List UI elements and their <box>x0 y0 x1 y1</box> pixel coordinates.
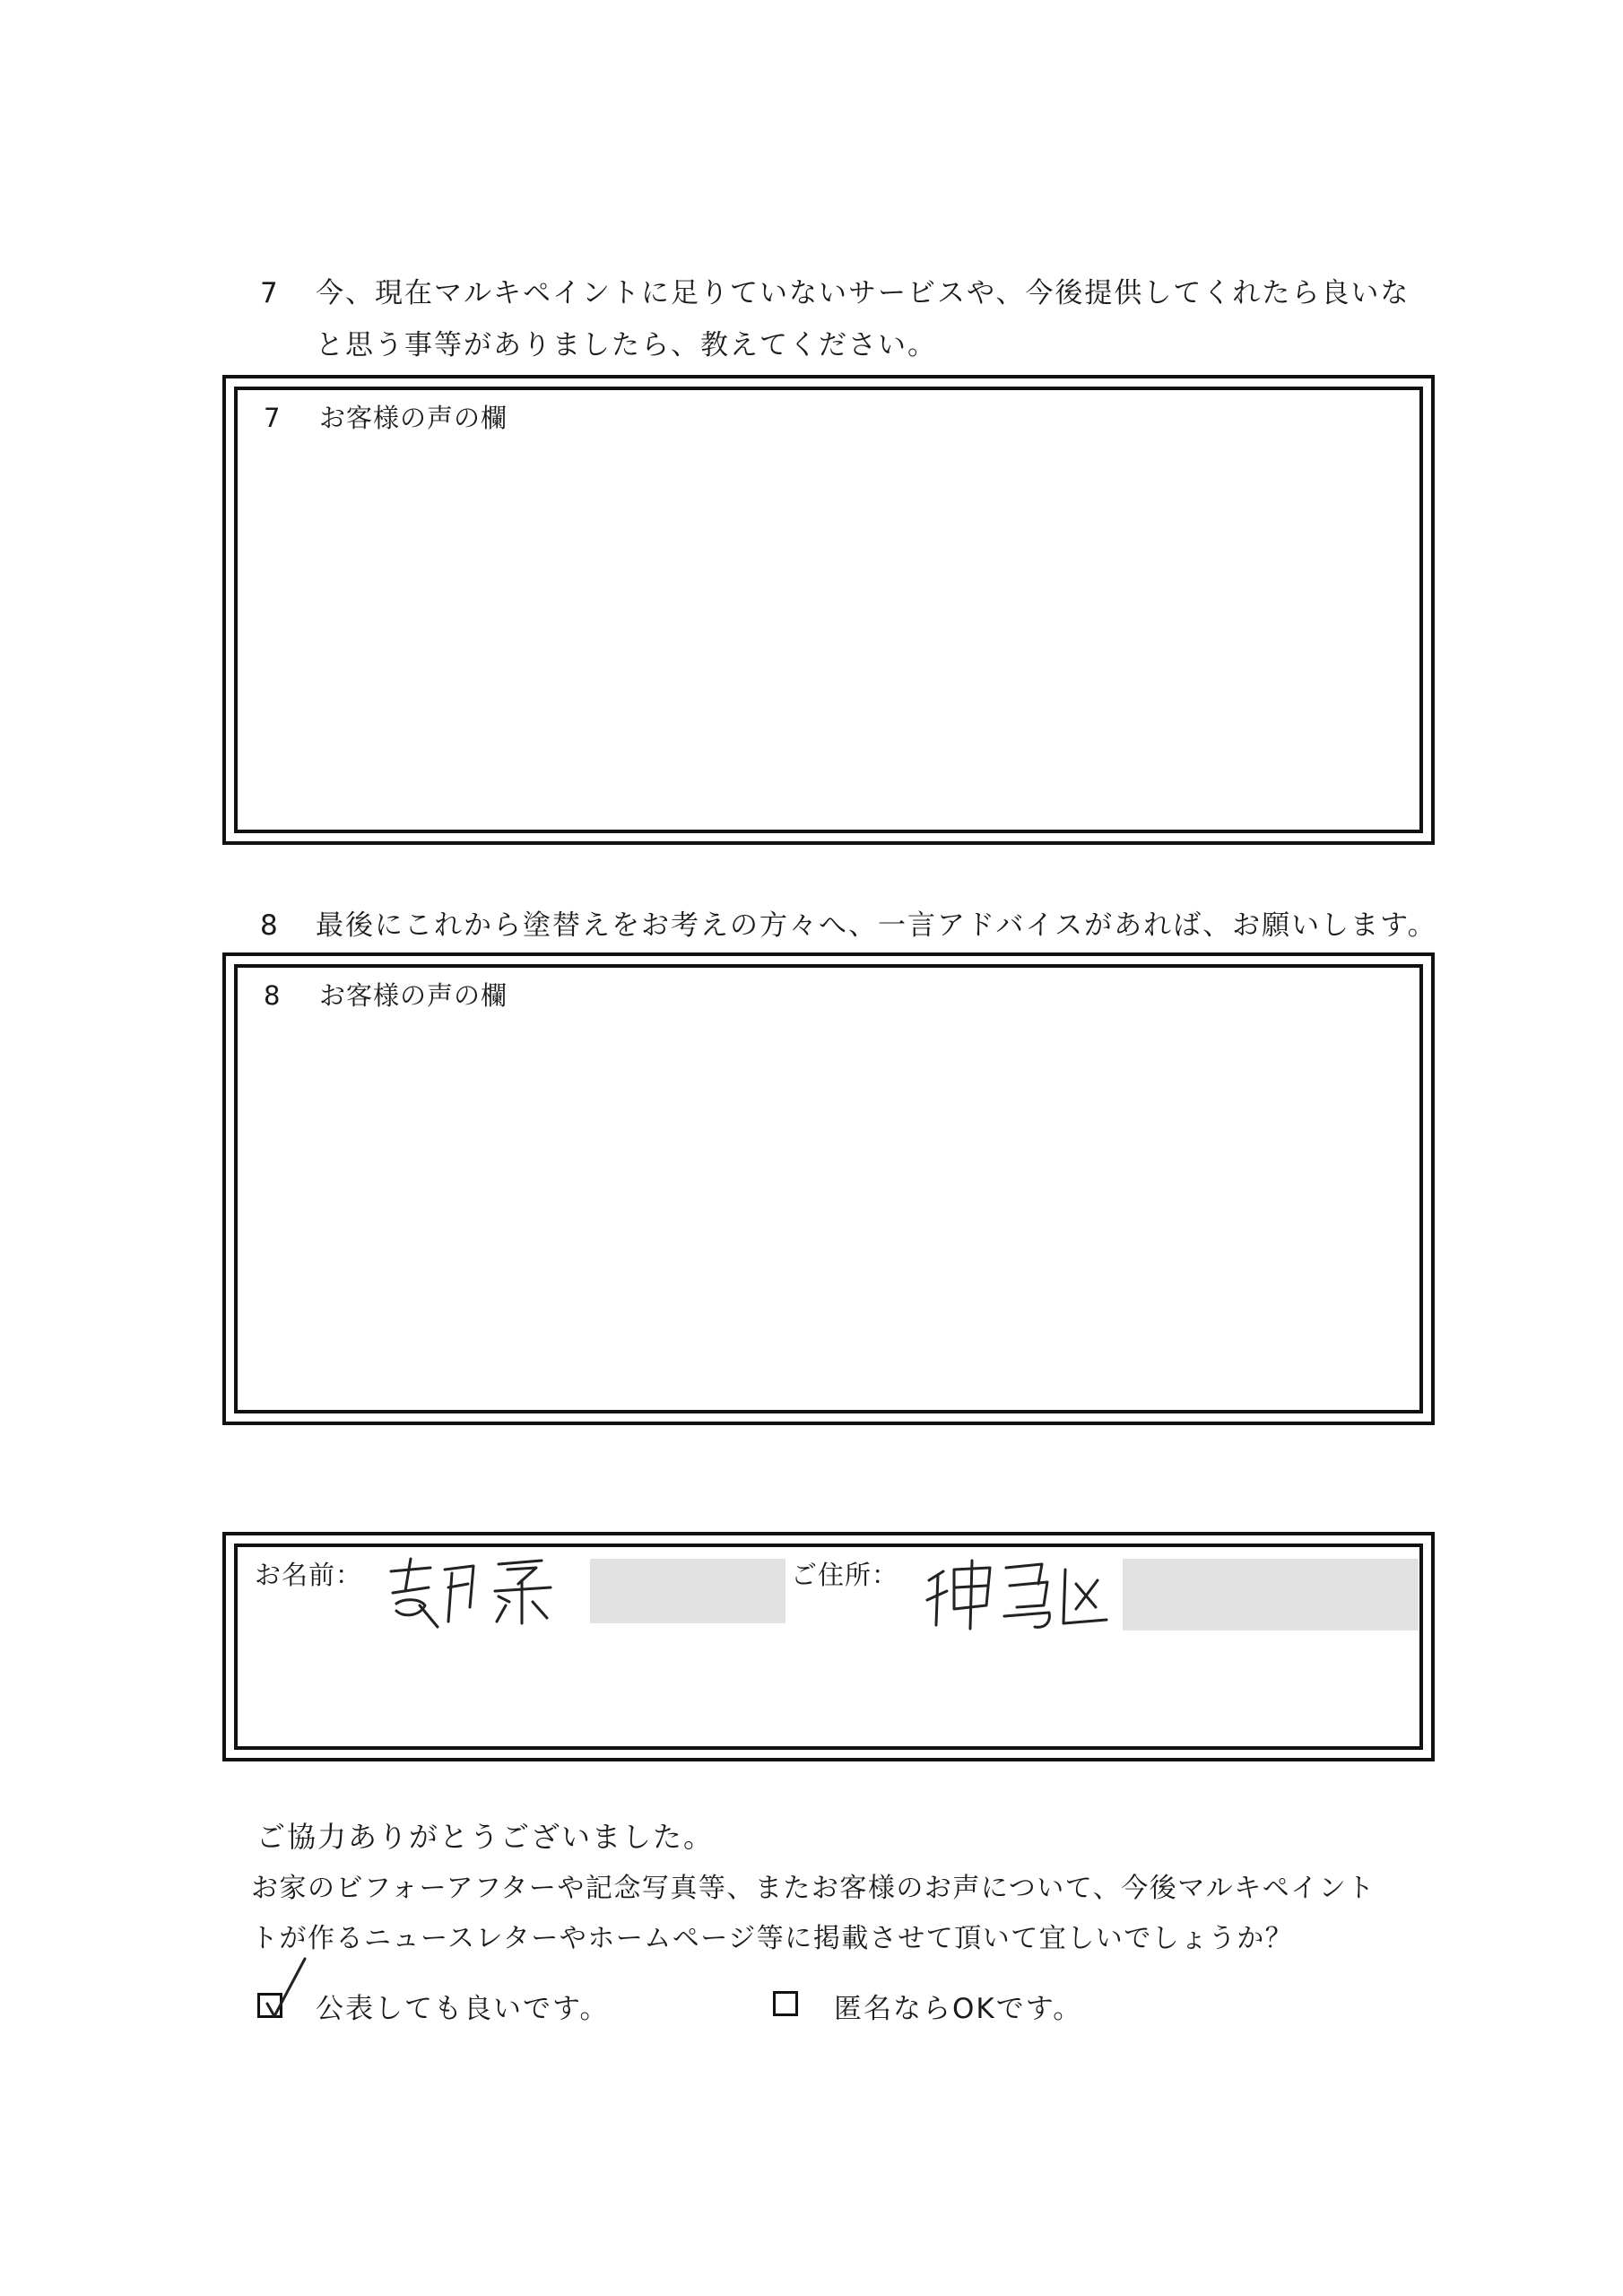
anonymous-ok-checkbox[interactable] <box>773 1991 798 2016</box>
thanks-text: ご協力ありがとうございました。 <box>256 1820 715 1854</box>
publish-ok-label[interactable]: 公表しても良いです。 <box>316 1993 610 2025</box>
answer-box-7[interactable] <box>222 375 1435 845</box>
publish-ok-checkmark <box>256 1953 310 2025</box>
name-label: お名前： <box>255 1560 363 1590</box>
answer-box-7-inner-border <box>234 387 1423 833</box>
answer-box-8[interactable] <box>222 952 1435 1425</box>
question-7-line-1 <box>260 274 1410 313</box>
name-redaction <box>590 1559 785 1623</box>
address-handwriting <box>924 1553 1121 1634</box>
address-redaction <box>1123 1559 1419 1631</box>
question-7-number: 7 <box>260 277 280 309</box>
address-label: ご住所： <box>791 1560 899 1590</box>
question-8-number: 8 <box>260 909 280 942</box>
address-handwriting-strokes <box>924 1553 1121 1634</box>
answer-box-7-number: 7 <box>264 403 282 433</box>
consent-question-line-2: トが作るニュースレターやホームページ等に掲載させて頂いて宜しいでしょうか？ <box>251 1923 1294 1954</box>
name-handwriting <box>384 1552 581 1632</box>
question-8-text-1: 最後にこれから塗替えをお考えの方々へ、一言アドバイスがあれば、お願いします。 <box>316 909 1437 942</box>
anonymous-ok-label[interactable]: 匿名ならOKです。 <box>834 1993 1083 2025</box>
answer-box-7-title: お客様の声の欄 <box>319 403 508 433</box>
name-handwriting-strokes <box>384 1552 581 1632</box>
answer-box-8-number: 8 <box>264 980 282 1011</box>
answer-box-8-title: お客様の声の欄 <box>319 980 508 1011</box>
question-8-line-1 <box>260 906 1437 945</box>
question-7-text-1: 今、現在マルキペイントに足りていないサービスや、今後提供してくれたら良いな <box>316 277 1410 309</box>
answer-box-7-label <box>264 398 508 435</box>
answer-box-8-label <box>264 976 508 1013</box>
answer-box-8-inner-border <box>234 964 1423 1413</box>
question-7-line-2: と思う事等がありましたら、教えてください。 <box>316 329 937 361</box>
consent-question-line-1: お家のビフォーアフターや記念写真等、またお客様のお声について、今後マルキペイント <box>251 1873 1376 1904</box>
